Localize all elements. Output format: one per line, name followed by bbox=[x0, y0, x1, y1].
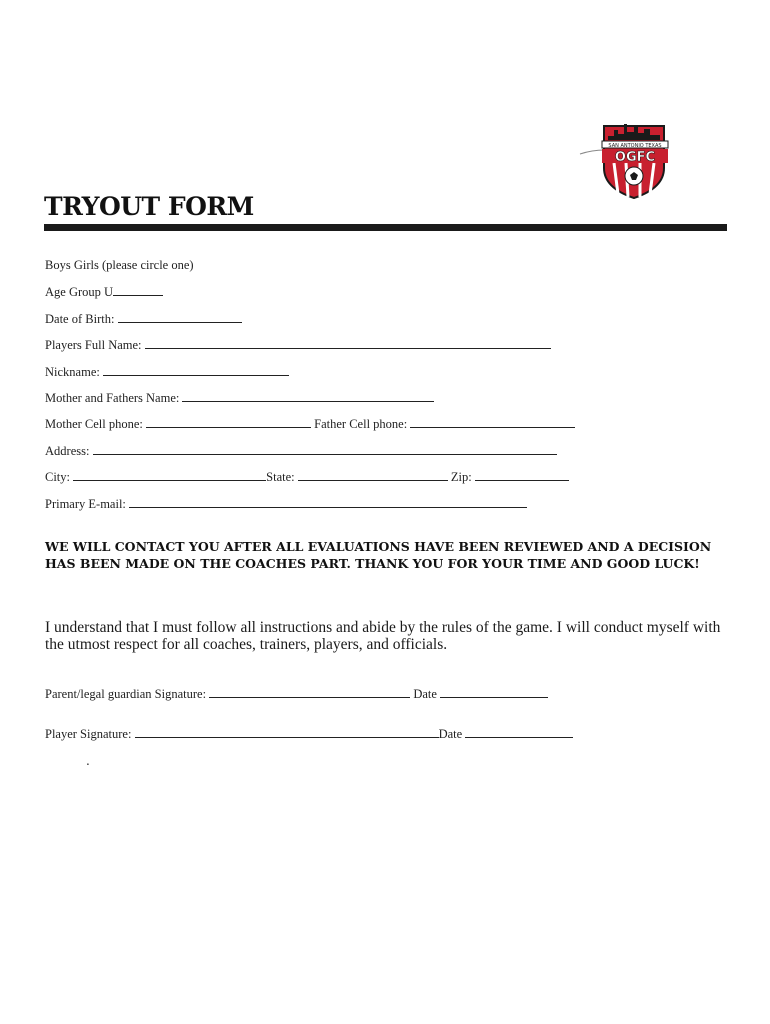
logo-banner-text: SAN ANTONIO TEXAS bbox=[608, 143, 662, 149]
father-cell-label: Father Cell phone: bbox=[314, 417, 408, 431]
mother-cell-label: Mother Cell phone: bbox=[45, 417, 143, 431]
zip-field[interactable] bbox=[475, 469, 569, 481]
parents-name-row bbox=[45, 390, 434, 406]
state-field[interactable] bbox=[298, 469, 448, 481]
state-label: State: bbox=[266, 470, 295, 484]
club-logo bbox=[578, 118, 678, 200]
full-name-row bbox=[45, 337, 551, 353]
full-name-label: Players Full Name: bbox=[45, 338, 142, 352]
guardian-date-label: Date bbox=[413, 687, 437, 701]
logo-initials: OGFC bbox=[614, 150, 656, 165]
cell-phone-row bbox=[45, 416, 575, 432]
city-state-zip-row bbox=[45, 469, 569, 485]
contact-notice: WE WILL CONTACT YOU AFTER ALL EVALUATIONS HAVE BEEN REVIEWED AND A DECISION HAS BEEN MADE ON THE COACHES PART. THANK YOU FOR YOUR TIME AND GOOD LUCK! bbox=[45, 539, 712, 571]
nickname-field[interactable] bbox=[103, 364, 289, 376]
city-field[interactable] bbox=[73, 469, 266, 481]
trailing-mark: . bbox=[86, 754, 90, 768]
club-crest-icon bbox=[578, 118, 678, 200]
age-group-label: Age Group U bbox=[45, 285, 114, 299]
nickname-row bbox=[45, 364, 289, 380]
parents-name-label: Mother and Fathers Name: bbox=[45, 391, 180, 405]
zip-label: Zip: bbox=[450, 470, 472, 484]
guardian-signature-label: Parent/legal guardian Signature: bbox=[45, 687, 207, 701]
address-label: Address: bbox=[45, 444, 90, 458]
address-row bbox=[45, 443, 557, 459]
gender-label: Boys Girls (please circle one) bbox=[45, 258, 194, 272]
email-field[interactable] bbox=[129, 496, 527, 508]
agreement-text: I understand that I must follow all instructions and abide by the rules of the game. I will conduct myself with the utmost respect for all coaches, trainers, players, and officials. bbox=[45, 619, 721, 653]
parents-name-field[interactable] bbox=[182, 390, 434, 402]
city-label: City: bbox=[45, 470, 71, 484]
nickname-label: Nickname: bbox=[45, 365, 100, 379]
father-cell-field[interactable] bbox=[410, 416, 575, 428]
email-label: Primary E-mail: bbox=[45, 497, 126, 511]
full-name-field[interactable] bbox=[145, 337, 551, 349]
age-group-field[interactable] bbox=[113, 284, 163, 296]
player-date-field[interactable] bbox=[465, 726, 573, 738]
player-signature-field[interactable] bbox=[135, 726, 439, 738]
form-title: TRYOUT FORM bbox=[44, 192, 254, 221]
player-signature-row bbox=[45, 726, 573, 742]
guardian-signature-row bbox=[45, 686, 548, 702]
age-group-row bbox=[45, 284, 163, 300]
player-date-label: Date bbox=[438, 727, 463, 741]
title-divider bbox=[44, 224, 727, 231]
guardian-signature-field[interactable] bbox=[209, 686, 410, 698]
gender-row bbox=[45, 258, 194, 273]
dob-label: Date of Birth: bbox=[45, 312, 115, 326]
player-signature-label: Player Signature: bbox=[45, 727, 132, 741]
address-field[interactable] bbox=[93, 443, 557, 455]
dob-row bbox=[45, 311, 242, 327]
mother-cell-field[interactable] bbox=[146, 416, 311, 428]
guardian-date-field[interactable] bbox=[440, 686, 548, 698]
dob-field[interactable] bbox=[118, 311, 242, 323]
email-row bbox=[45, 496, 527, 512]
